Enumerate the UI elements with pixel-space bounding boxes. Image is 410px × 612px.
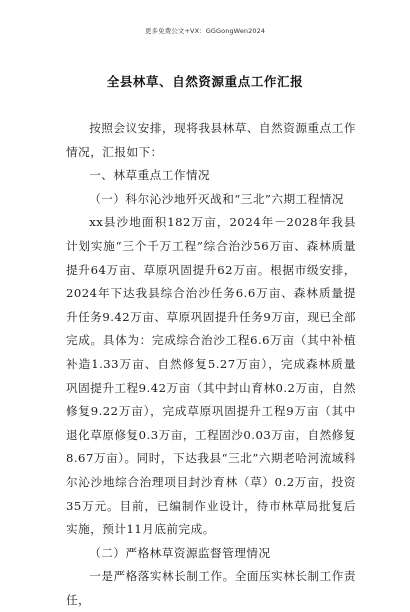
document-title: 全县林草、自然资源重点工作汇报 (106, 74, 304, 89)
intro-paragraph: 按照会议安排，现将我县林草、自然资源重点工作情况，汇报如下： (66, 121, 356, 159)
body-paragraph: xx县沙地面积182万亩，2024年－2028年我县计划实施“三个千万工程”综合治沙56万亩、森林质量提升64万亩、草原巩固提升62万亩。根据市级安排，2024年下达我县综合治沙任务6.6万亩、森林质量提升任务9.42万亩、草原巩固提升任务9万亩，现已全部完成。具体为：完成综合治沙工程6.6万亩（其中补植补造1.33万亩、自然修复5.27万亩），完成森林质量巩固提升工程9.42万亩（其中封山育林0.2万亩，自然修复9.22万亩），完成草原巩固提升工程9万亩（其中退化草原修复0.3万亩，工程固沙0.03万亩，自然修复8.67万亩）。同时，下达我县“三北”六期老哈河流域科尔沁沙地综合治理项目封沙育林（草）0.2万亩，投资35万元。目前，已编制作业设计，待市林草局批复后实施，预计11月底前完成。 (66, 215, 356, 537)
header-note: 更多免费公文+VX：GGGongWen2024 (144, 27, 266, 35)
subsection-heading: （二）严格林草资源监督管理情况 (89, 545, 271, 560)
subsection-heading: （一）科尔沁沙地歼灭战和“三北”六期工程情况 (89, 191, 344, 206)
document-body (66, 117, 356, 612)
body-paragraph: 一是严格落实林长制工作。全面压实林长制工作责任， (66, 569, 356, 607)
section-heading: 一、林草重点工作情况 (89, 168, 211, 183)
